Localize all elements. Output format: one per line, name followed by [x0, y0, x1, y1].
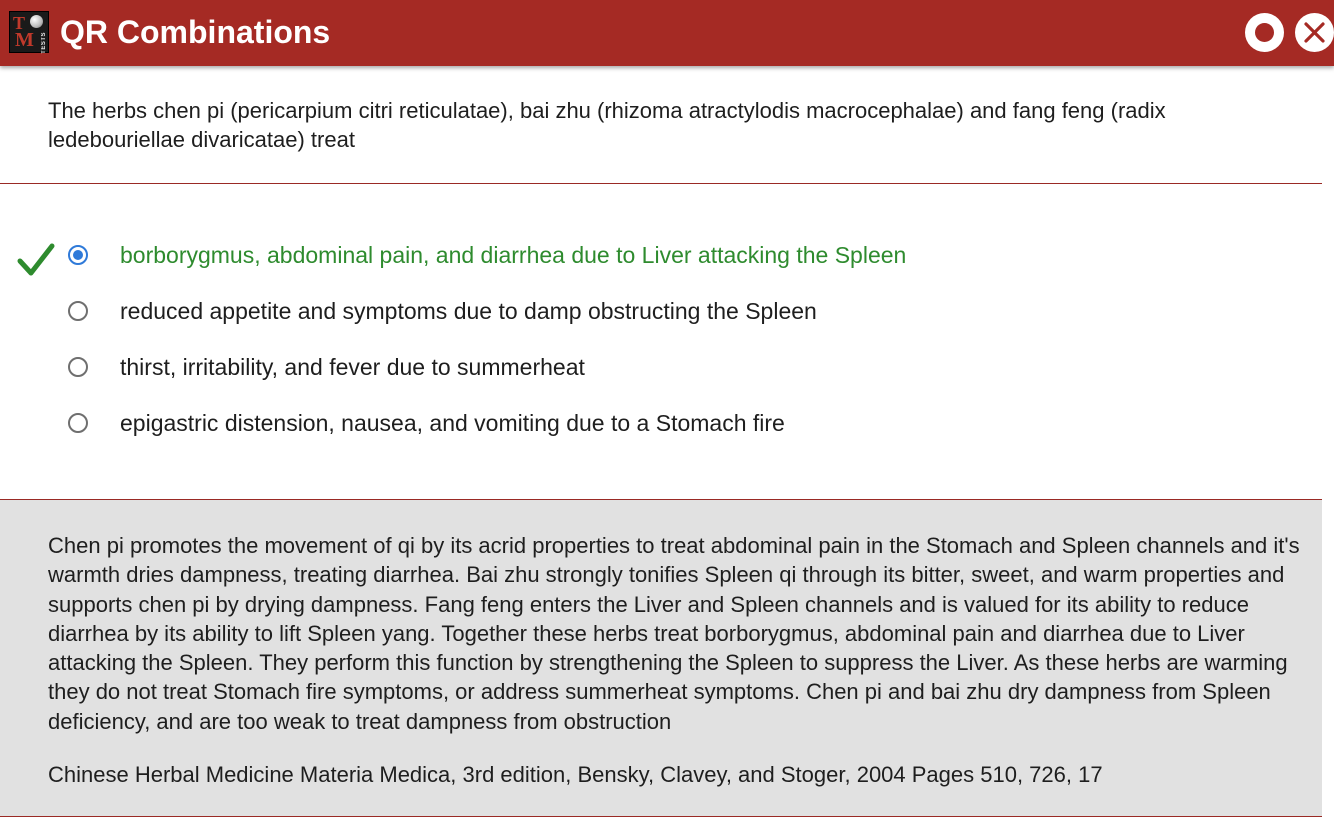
record-icon: [1255, 23, 1274, 42]
answer-label: epigastric distension, nausea, and vomiting due to a Stomach fire: [120, 410, 785, 436]
answer-option-4[interactable]: [0, 403, 1322, 443]
answer-label: thirst, irritability, and fever due to summerheat: [120, 354, 585, 380]
title-bar: [0, 0, 1334, 66]
answer-label: borborygmus, abdominal pain, and diarrhea due to Liver attacking the Spleen: [120, 242, 907, 268]
close-button[interactable]: [1295, 13, 1334, 52]
answer-option-2[interactable]: [0, 291, 1322, 331]
window-title: QR Combinations: [60, 14, 331, 50]
radio-button[interactable]: [68, 413, 88, 433]
panel-bottom-divider: [0, 816, 1322, 817]
answer-option-3[interactable]: [0, 347, 1322, 387]
radio-button-selected[interactable]: [68, 245, 88, 265]
radio-button[interactable]: [68, 301, 88, 321]
answer-label: reduced appetite and symptoms due to damp obstructing the Spleen: [120, 298, 817, 324]
tcm-tests-logo-icon: T M TESTS: [9, 11, 49, 53]
record-button[interactable]: [1245, 13, 1284, 52]
reference-text: Chinese Herbal Medicine Materia Medica, 3rd edition, Bensky, Clavey, and Stoger, 2004 Pages 510, 726, 17: [48, 762, 1103, 787]
close-icon: [1295, 13, 1334, 52]
radio-button[interactable]: [68, 357, 88, 377]
question-divider: [0, 183, 1322, 184]
explanation-text: Chen pi promotes the movement of qi by its acrid properties to treat abdominal pain in the Stomach and Spleen channels and it's warmth dries dampness, treating diarrhea. Bai zhu strongly tonifies Spleen qi through its bitter, sweet, and warm properties and supports chen pi by drying dampness. Fang feng enters the Liver and Spleen channels and is valued for its ability to reduce diarrhea by its ability to lift Spleen yang. Together these herbs treat borborygmus, abdominal pain and diarrhea due to Liver attacking the Spleen. They perform this function by strengthening the Spleen to suppress the Liver. As these herbs are warming they do not treat Stomach fire symptoms, or address summerheat symptoms. Chen pi and bai zhu dry dampness from Spleen deficiency, and are too weak to treat dampness from obstruction: [48, 533, 1300, 734]
question-text: The herbs chen pi (pericarpium citri reticulatae), bai zhu (rhizoma atractylodis macrocephalae) and fang feng (radix ledebouriellae divaricatae) treat: [48, 98, 1166, 152]
answer-option-1[interactable]: [0, 235, 1322, 275]
